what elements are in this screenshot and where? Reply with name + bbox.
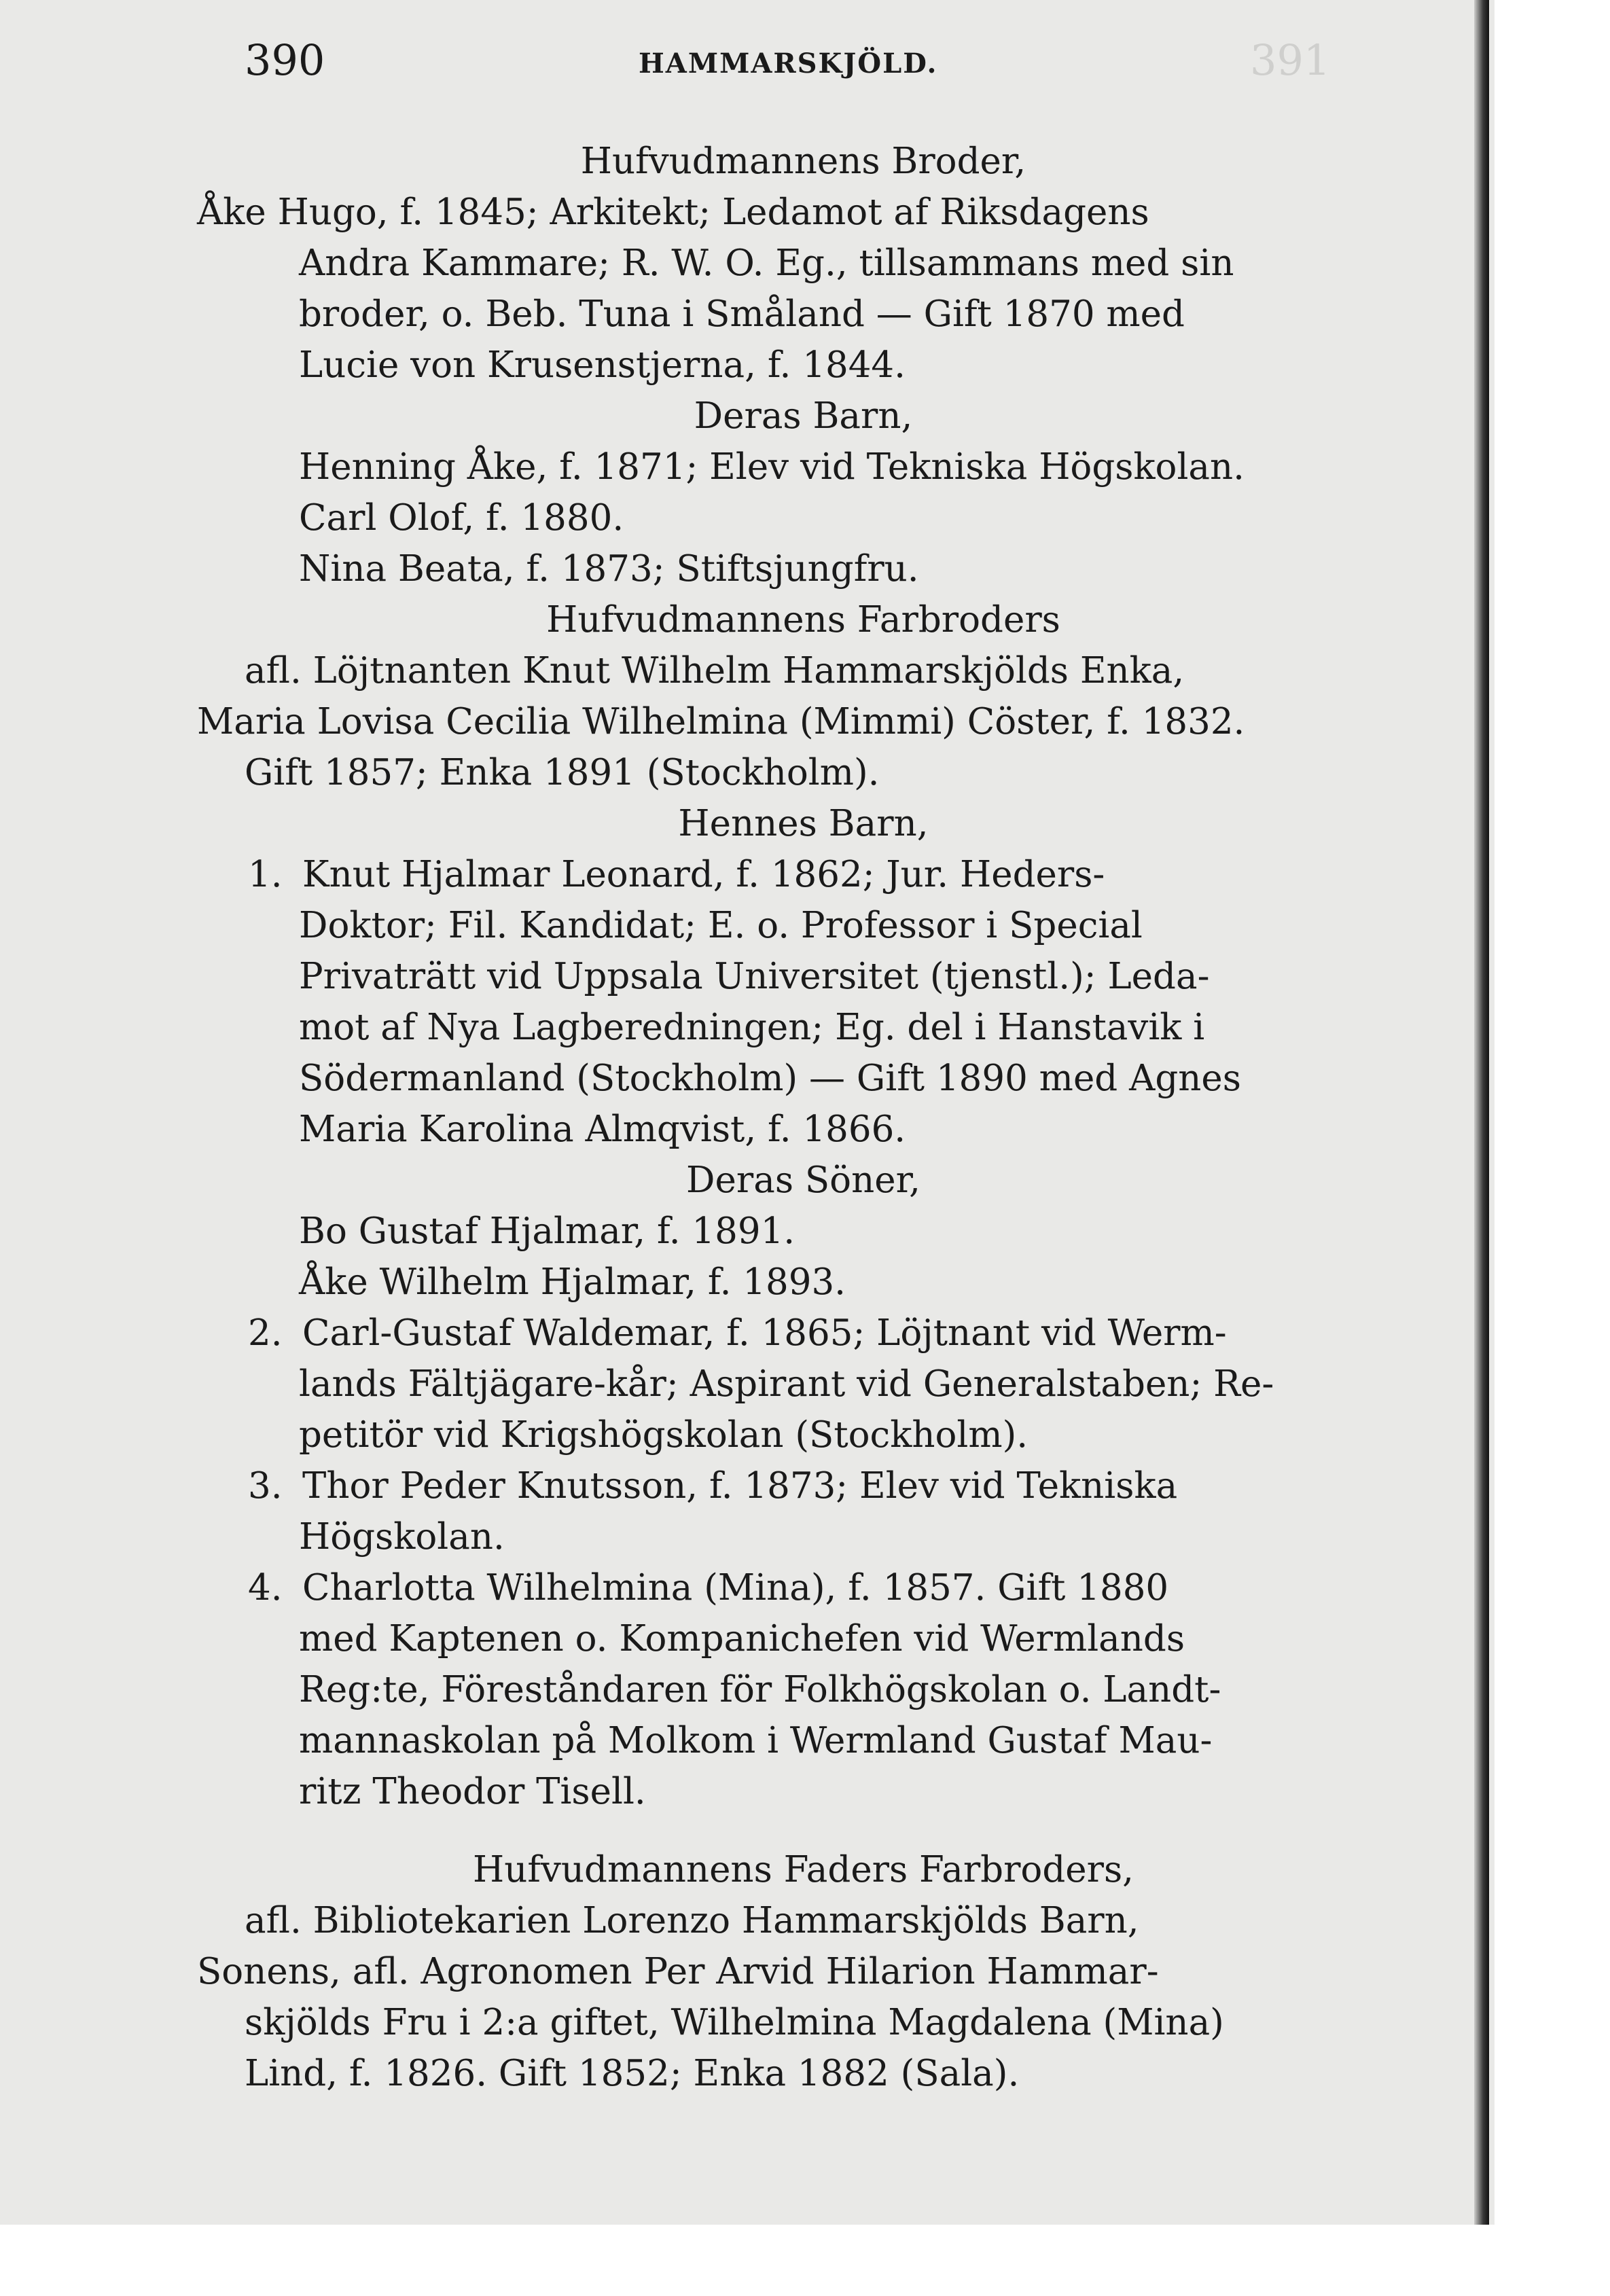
- text-line: med Kaptenen o. Kompanichefen vid Wermlands: [299, 1618, 1185, 1660]
- list-item: [197, 1460, 1410, 1511]
- text-line: Södermanland (Stockholm) — Gift 1890 med Agnes: [299, 1058, 1241, 1099]
- text-line: Doktor; Fil. Kandidat; E. o. Professor i Special: [299, 905, 1143, 946]
- book-spine-shadow: [1474, 0, 1489, 2225]
- text-line: Sonens, afl. Agronomen Per Arvid Hilarion Hammar-: [197, 1951, 1159, 1992]
- text-line: Thor Peder Knutsson, f. 1873; Elev vid Tekniska: [302, 1465, 1178, 1507]
- text-line: Lucie von Krusenstjerna, f. 1844.: [299, 344, 906, 386]
- text-line: Högskolan.: [299, 1516, 505, 1558]
- text-line: afl. Bibliotekarien Lorenzo Hammarskjölds Barn,: [245, 1900, 1139, 1941]
- text-line: lands Fältjägare-kår; Aspirant vid Generalstaben; Re-: [299, 1363, 1274, 1405]
- text-line: Gift 1857; Enka 1891 (Stockholm).: [245, 752, 880, 793]
- text-line: ritz Theodor Tisell.: [299, 1771, 646, 1812]
- list-item: [197, 849, 1410, 900]
- text-line: Deras Barn,: [694, 395, 913, 437]
- text-line: Reg:te, Föreståndaren för Folkhögskolan o. Landt-: [299, 1669, 1221, 1710]
- text-line: petitör vid Krigshögskolan (Stockholm).: [299, 1414, 1028, 1456]
- page-number: 390: [245, 35, 325, 85]
- genealogy-text: [197, 136, 1410, 2099]
- text-line: Bo Gustaf Hjalmar, f. 1891.: [299, 1210, 795, 1252]
- text-line: Carl-Gustaf Waldemar, f. 1865; Löjtnant vid Werm-: [302, 1312, 1227, 1354]
- text-line: Deras Söner,: [686, 1160, 920, 1201]
- text-line: Maria Lovisa Cecilia Wilhelmina (Mimmi) Cöster, f. 1832.: [197, 701, 1245, 742]
- bottom-margin: [0, 2225, 1610, 2296]
- text-line: Charlotta Wilhelmina (Mina), f. 1857. Gift 1880: [302, 1567, 1169, 1609]
- text-line: Maria Karolina Almqvist, f. 1866.: [299, 1109, 906, 1150]
- text-line: Hufvudmannens Broder,: [580, 141, 1026, 182]
- running-title: HAMMARSKJÖLD.: [639, 48, 938, 79]
- text-line: Hufvudmannens Faders Farbroders,: [472, 1849, 1134, 1890]
- page-header: [245, 35, 1399, 90]
- text-line: Knut Hjalmar Leonard, f. 1862; Jur. Heders-: [302, 854, 1105, 895]
- spacer: [197, 1817, 1410, 1844]
- text-line: broder, o. Beb. Tuna i Småland — Gift 1870 med: [299, 293, 1185, 335]
- item-number: 4.: [248, 1567, 283, 1609]
- text-line: Hufvudmannens Farbroders: [546, 599, 1060, 641]
- text-line: Privaträtt vid Uppsala Universitet (tjenstl.); Leda-: [299, 956, 1210, 997]
- text-line: Hennes Barn,: [678, 803, 929, 844]
- text-line: Andra Kammare; R. W. O. Eg., tillsammans med sin: [299, 243, 1234, 284]
- list-item: [197, 1308, 1410, 1359]
- text-line: Åke Hugo, f. 1845; Arkitekt; Ledamot af Riksdagens: [197, 192, 1149, 233]
- item-number: 1.: [248, 854, 283, 895]
- text-line: afl. Löjtnanten Knut Wilhelm Hammarskjölds Enka,: [245, 650, 1185, 692]
- text-line: Henning Åke, f. 1871; Elev vid Tekniska Högskolan.: [299, 446, 1245, 488]
- text-line: Åke Wilhelm Hjalmar, f. 1893.: [299, 1261, 846, 1303]
- text-line: Lind, f. 1826. Gift 1852; Enka 1882 (Sala).: [245, 2053, 1020, 2094]
- text-line: Carl Olof, f. 1880.: [299, 497, 624, 539]
- item-number: 2.: [248, 1312, 283, 1354]
- list-item: [197, 1562, 1410, 1613]
- item-number: 3.: [248, 1465, 283, 1507]
- text-line: skjölds Fru i 2:a giftet, Wilhelmina Magdalena (Mina): [245, 2002, 1224, 2043]
- text-line: mannaskolan på Molkom i Wermland Gustaf Mau-: [299, 1720, 1213, 1761]
- text-line: Nina Beata, f. 1873; Stiftsjungfru.: [299, 548, 919, 590]
- text-line: mot af Nya Lagberedningen; Eg. del i Hanstavik i: [299, 1007, 1205, 1048]
- bleed-through-number: 391: [1250, 35, 1331, 85]
